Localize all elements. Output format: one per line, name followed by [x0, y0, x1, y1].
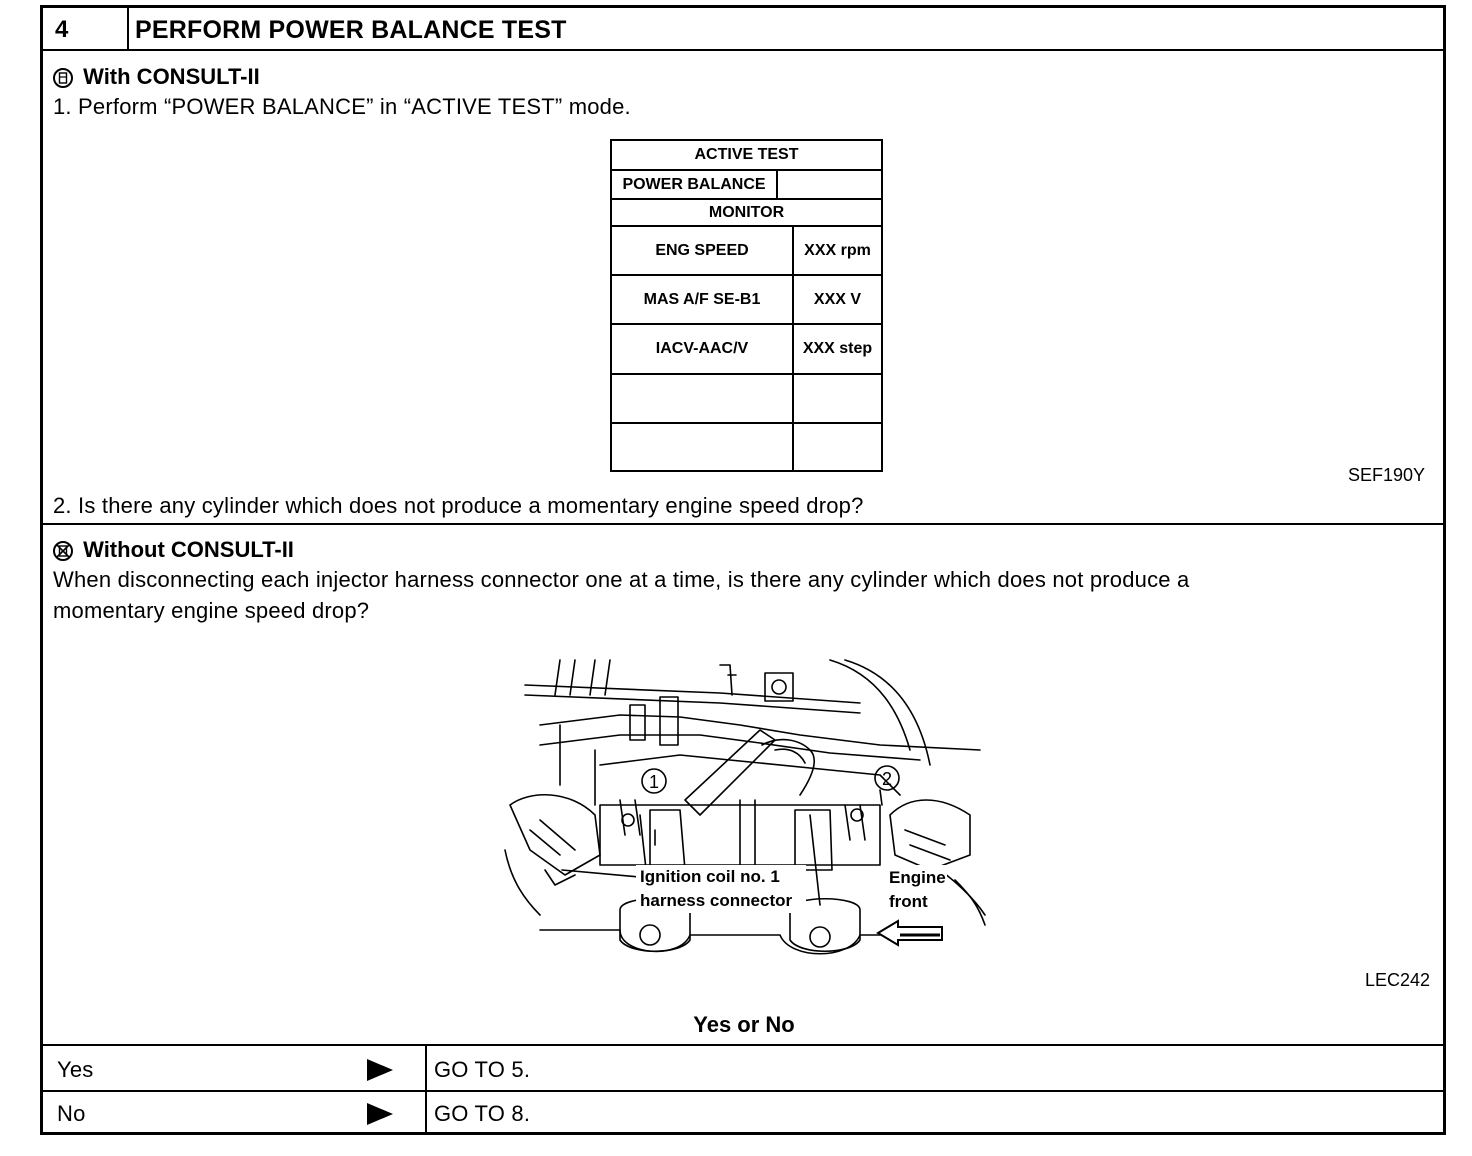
with-consult-label: With CONSULT-II [83, 64, 260, 89]
arrow-right-icon [367, 1103, 393, 1125]
monitor-label: MONITOR [708, 203, 785, 221]
consult-icon [53, 68, 73, 88]
monitor-row-name: ENG SPEED [612, 227, 794, 274]
label-front: front [889, 892, 928, 911]
without-consult-label: Without CONSULT-II [83, 537, 294, 562]
figure-id-sef190y: SEF190Y [1348, 465, 1426, 485]
step-number: 4 [55, 16, 69, 43]
answer-column-divider [425, 1044, 427, 1132]
label-ignition-coil: Ignition coil no. 1 [640, 867, 780, 886]
step-title: PERFORM POWER BALANCE TEST [135, 16, 567, 44]
with-consult-step2: 2. Is there any cylinder which does not produce a momentary engine speed drop? [53, 493, 864, 518]
engine-injector-illustration [500, 655, 990, 970]
monitor-row-empty [612, 375, 794, 422]
without-consult-text-2: momentary engine speed drop? [53, 598, 370, 623]
answer-yes-label: Yes [57, 1057, 94, 1082]
monitor-row-name: IACV-AAC/V [612, 325, 794, 373]
active-test-title: ACTIVE TEST [694, 146, 799, 163]
answer-no-action: GO TO 8. [434, 1101, 531, 1126]
answer-top-line [40, 1044, 1446, 1046]
header-divider [127, 5, 129, 51]
monitor-row-value: XXX rpm [804, 241, 871, 259]
without-consult-text-1: When disconnecting each injector harness connector one at a time, is there any cylinder which does not produce a [53, 567, 1190, 592]
without-consult-heading [53, 537, 294, 563]
monitor-row-name: MAS A/F SE-B1 [612, 276, 794, 323]
power-balance-item: POWER BALANCE [612, 171, 778, 198]
figure-id-lec242: LEC242 [1365, 970, 1431, 990]
with-consult-step1: 1. Perform “POWER BALANCE” in “ACTIVE TEST” mode. [53, 94, 631, 119]
no-consult-icon [53, 541, 73, 561]
label-harness-connector: harness connector [640, 891, 793, 910]
answer-middle-line [40, 1090, 1446, 1092]
answer-yes-action: GO TO 5. [434, 1057, 531, 1082]
monitor-row-value: XXX step [802, 340, 873, 357]
active-test-table [610, 139, 883, 472]
yes-or-no-question: Yes or No [693, 1012, 795, 1037]
monitor-row-empty [612, 424, 794, 470]
marker-2: 2 [882, 769, 893, 789]
section-divider [40, 523, 1446, 525]
arrow-right-icon [367, 1059, 393, 1081]
marker-1: 1 [649, 772, 660, 792]
label-engine: Engine [889, 868, 946, 887]
with-consult-heading [53, 64, 260, 90]
answer-no-label: No [57, 1101, 86, 1126]
header-bottom-line [40, 49, 1446, 51]
monitor-row-value: XXX V [813, 290, 862, 308]
